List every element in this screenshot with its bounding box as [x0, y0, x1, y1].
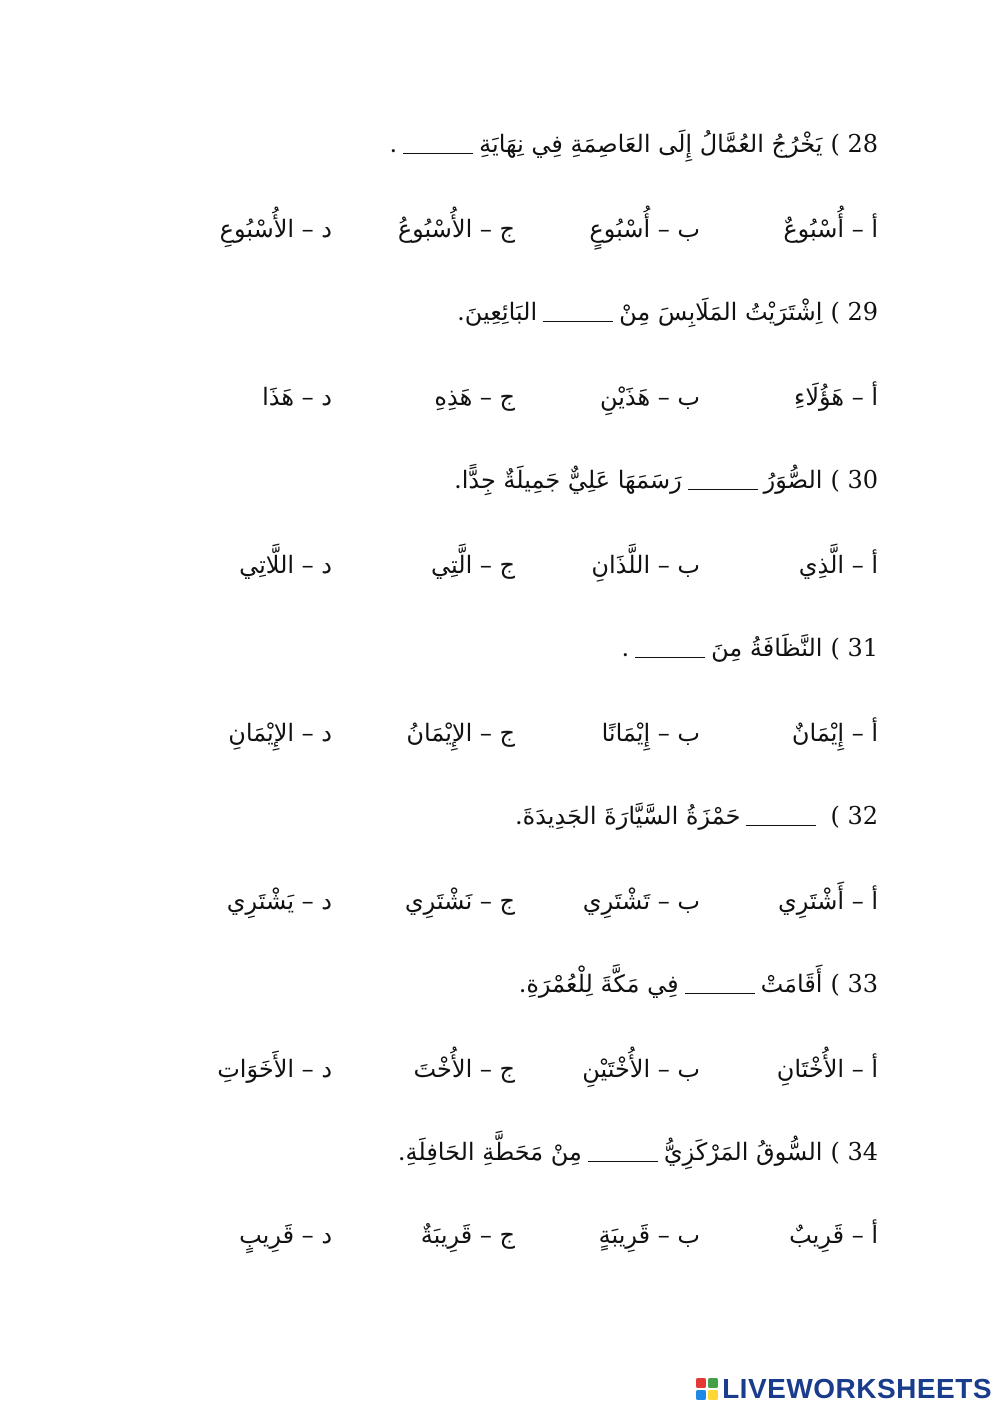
question-33: 33 )أَقَامَتْفِي مَكَّةَ لِلْعُمْرَةِ. — [518, 970, 878, 998]
option-30-c[interactable]: ج – الَّتِي — [431, 551, 515, 579]
option-33-b[interactable]: ب – الأُخْتَيْنِ — [582, 1055, 700, 1083]
option-32-a[interactable]: أ – أَشْتَرِي — [778, 887, 878, 915]
option-28-b[interactable]: ب – أُسْبُوعٍ — [589, 215, 700, 243]
option-34-a[interactable]: أ – قَرِيبٌ — [789, 1221, 878, 1249]
answer-blank — [543, 321, 613, 322]
option-32-b[interactable]: ب – تَشْتَرِي — [582, 887, 700, 915]
option-30-b[interactable]: ب – اللَّذَانِ — [591, 551, 700, 579]
answer-blank — [685, 993, 755, 994]
answer-blank — [588, 1161, 658, 1162]
option-33-d[interactable]: د – الأَخَوَاتِ — [217, 1055, 332, 1083]
question-29: 29 )اِشْتَرَيْتُ المَلَابِسَ مِنْالبَائِعِينَ. — [457, 298, 878, 326]
option-28-d[interactable]: د – الأُسْبُوعِ — [219, 215, 332, 243]
question-32: 32 )حَمْزَةُ السَّيَّارَةَ الجَدِيدَةَ. — [515, 802, 878, 830]
option-34-d[interactable]: د – قَرِيبٍ — [239, 1221, 332, 1249]
option-34-c[interactable]: ج – قَرِيبَةٌ — [420, 1221, 515, 1249]
logo-square-red — [696, 1378, 706, 1388]
option-29-d[interactable]: د – هَذَا — [262, 383, 332, 411]
option-29-b[interactable]: ب – هَذَيْنِ — [599, 383, 700, 411]
logo-square-green — [708, 1378, 718, 1388]
liveworksheets-footer — [696, 1373, 992, 1405]
option-33-c[interactable]: ج – الأُخْتَ — [413, 1055, 515, 1083]
option-34-b[interactable]: ب – قَرِيبَةٍ — [598, 1221, 700, 1249]
question-31: 31 )النَّظَافَةُ مِنَ. — [621, 634, 878, 662]
option-28-c[interactable]: ج – الأُسْبُوعُ — [397, 215, 515, 243]
option-32-d[interactable]: د – يَشْتَرِي — [226, 887, 332, 915]
logo-square-blue — [696, 1390, 706, 1400]
option-28-a[interactable]: أ – أُسْبُوعٌ — [783, 215, 878, 243]
logo-square-yellow — [708, 1390, 718, 1400]
option-29-a[interactable]: أ – هَؤُلَاءِ — [794, 383, 878, 411]
option-31-b[interactable]: ب – إِيْمَانًا — [601, 719, 700, 747]
option-31-c[interactable]: ج – الإِيْمَانُ — [406, 719, 515, 747]
option-31-d[interactable]: د – الإِيْمَانِ — [228, 719, 332, 747]
answer-blank — [403, 153, 473, 154]
brand-wordmark: LIVEWORKSHEETS — [722, 1373, 992, 1404]
option-29-c[interactable]: ج – هَذِهِ — [434, 383, 515, 411]
question-34: 34 )السُّوقُ المَرْكَزِيُّمِنْ مَحَطَّةِ الحَافِلَةِ. — [397, 1138, 878, 1166]
answer-blank — [746, 825, 816, 826]
answer-blank — [688, 489, 758, 490]
liveworksheets-logo-icon — [696, 1378, 718, 1400]
answer-blank — [635, 657, 705, 658]
question-30: 30 )الصُّوَرُرَسَمَهَا عَلِيٌّ جَمِيلَةٌ جِدًّا. — [454, 466, 878, 494]
option-30-d[interactable]: د – اللَّاتِي — [239, 551, 332, 579]
option-31-a[interactable]: أ – إِيْمَانٌ — [791, 719, 878, 747]
option-30-a[interactable]: أ – الَّذِي — [798, 551, 878, 579]
option-32-c[interactable]: ج – نَشْتَرِي — [404, 887, 515, 915]
option-33-a[interactable]: أ – الأُخْتَانِ — [776, 1055, 878, 1083]
question-28: 28 )يَخْرُجُ العُمَّالُ إِلَى العَاصِمَةِ فِي نِهَايَةِ. — [389, 130, 878, 158]
